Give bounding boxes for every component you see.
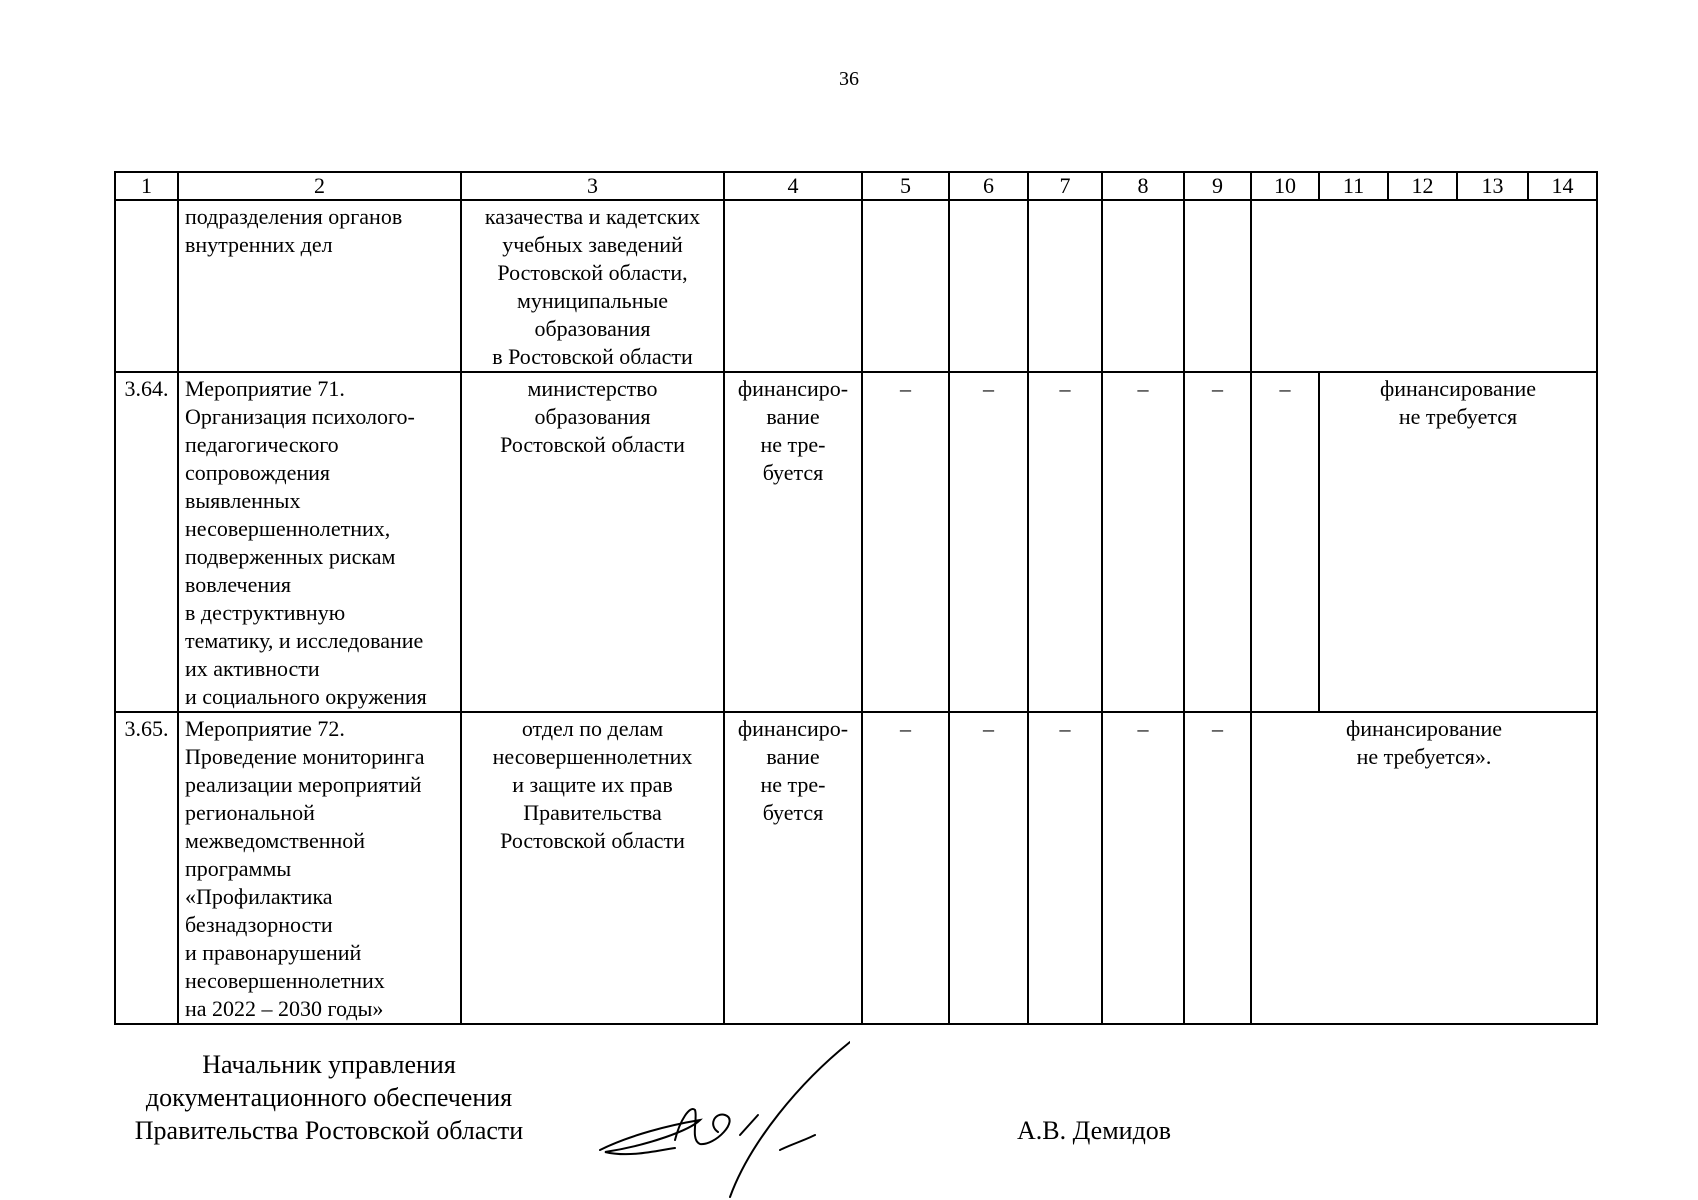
- header-cell: 5: [862, 172, 949, 200]
- header-cell: 10: [1251, 172, 1319, 200]
- cell-empty: [949, 200, 1028, 372]
- page-number: 36: [839, 68, 859, 90]
- cell-measure: Мероприятие 71. Организация психолого- педагогического сопровождения выявленных несовершеннолетних, подверженных рискам вовлечения в деструктивную тематику, и исследование их активности и социального окружения: [178, 372, 461, 712]
- cell-financing-merged: финансирование не требуется: [1319, 372, 1597, 712]
- cell-financing: финансиро- вание не тре- буется: [724, 712, 862, 1024]
- cell-dash: –: [1184, 372, 1251, 712]
- cell-dash: –: [862, 372, 949, 712]
- cell-dash: –: [949, 372, 1028, 712]
- cell-empty: [724, 200, 862, 372]
- cell-financing-merged: финансирование не требуется».: [1251, 712, 1597, 1024]
- header-cell: 6: [949, 172, 1028, 200]
- header-cell: 11: [1319, 172, 1388, 200]
- measures-table: [114, 171, 1598, 1025]
- cell-dash: –: [949, 712, 1028, 1024]
- cell-executor: казачества и кадетских учебных заведений Ростовской области, муниципальные образования в Ростовской области: [461, 200, 724, 372]
- signatory-name: А.В. Демидов: [1017, 1116, 1172, 1145]
- cell-financing: финансиро- вание не тре- буется: [724, 372, 862, 712]
- cell-dash: –: [862, 712, 949, 1024]
- signatory-position: Начальник управления документационного обеспечения Правительства Ростовской области: [134, 1050, 524, 1145]
- cell-executor: отдел по делам несовершеннолетних и защите их прав Правительства Ростовской области: [461, 712, 724, 1024]
- continuation-row: [115, 200, 1597, 372]
- header-cell: 7: [1028, 172, 1102, 200]
- cell-empty: [1184, 200, 1251, 372]
- handwritten-signature: [590, 1040, 850, 1200]
- cell-empty: [862, 200, 949, 372]
- row-number: 3.64.: [115, 372, 178, 712]
- row-number: 3.65.: [115, 712, 178, 1024]
- header-cell: 4: [724, 172, 862, 200]
- cell-executor: министерство образования Ростовской области: [461, 372, 724, 712]
- header-cell: 9: [1184, 172, 1251, 200]
- cell-dash: –: [1028, 372, 1102, 712]
- cell-measure: подразделения органов внутренних дел: [178, 200, 461, 372]
- table-row-3-64: [115, 372, 1597, 712]
- cell-num: [115, 200, 178, 372]
- header-row: [115, 172, 1597, 200]
- cell-empty-merged: [1251, 200, 1597, 372]
- cell-dash: –: [1102, 712, 1184, 1024]
- header-cell: 2: [178, 172, 461, 200]
- cell-measure: Мероприятие 72. Проведение мониторинга реализации мероприятий региональной межведомственной программы «Профилактика безнадзорности и правонарушений несовершеннолетних на 2022 – 2030 годы»: [178, 712, 461, 1024]
- header-cell: 14: [1528, 172, 1597, 200]
- cell-dash: –: [1028, 712, 1102, 1024]
- header-cell: 12: [1388, 172, 1457, 200]
- header-cell: 13: [1457, 172, 1528, 200]
- header-cell: 3: [461, 172, 724, 200]
- cell-dash: –: [1251, 372, 1319, 712]
- cell-dash: –: [1184, 712, 1251, 1024]
- cell-empty: [1028, 200, 1102, 372]
- header-cell: 1: [115, 172, 178, 200]
- cell-dash: –: [1102, 372, 1184, 712]
- table-row-3-65: [115, 712, 1597, 1024]
- header-cell: 8: [1102, 172, 1184, 200]
- cell-empty: [1102, 200, 1184, 372]
